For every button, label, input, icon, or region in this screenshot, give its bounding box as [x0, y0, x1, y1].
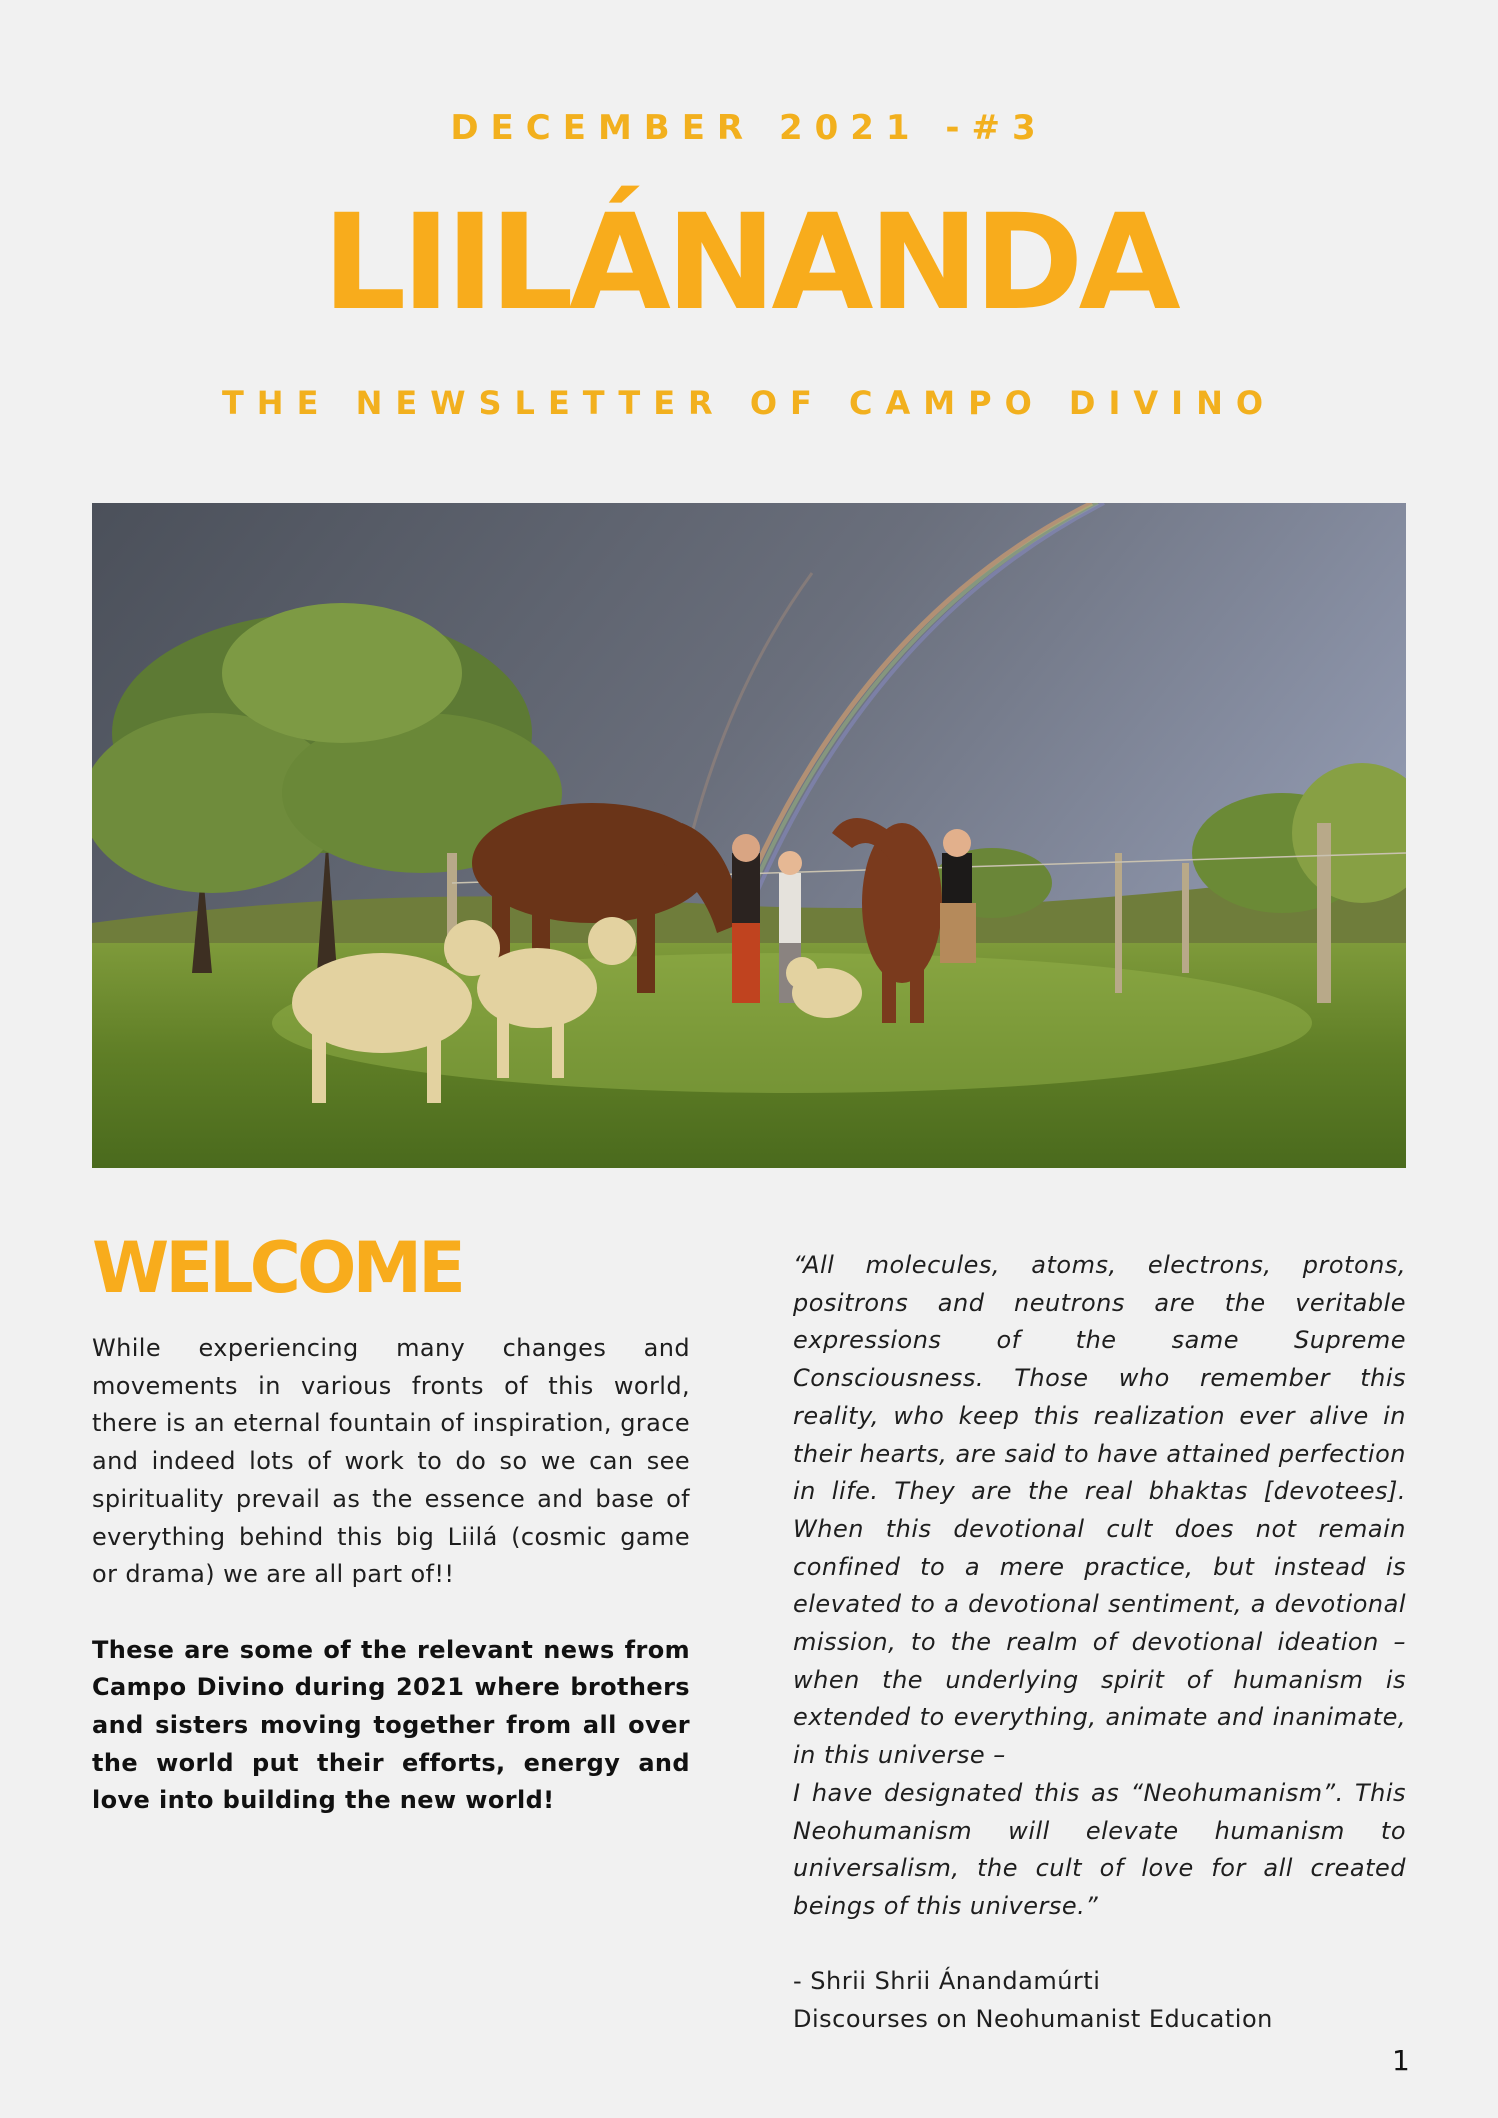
cover-photo-illustration [92, 503, 1406, 1168]
newsletter-title: LIILÁNANDA [322, 186, 1176, 340]
quote-attribution [793, 1963, 1406, 2038]
welcome-paragraph-2: These are some of the relevant news from Campo Divino during 2021 where brothers and sisters moving together from all over the world put their efforts, energy and love into building the new world! [92, 1635, 690, 1815]
welcome-paragraph-1: While experiencing many changes and movements in various fronts of this world, there is an eternal fountain of inspiration, grace and indeed lots of work to do so we can see spirituality prevail as the essence and base of everything behind this big Liilá (cosmic game or drama) we are all part of!! [92, 1334, 690, 1589]
newsletter-subtitle: THE NEWSLETTER OF CAMPO DIVINO [221, 384, 1277, 422]
welcome-heading: WELCOME [92, 1227, 462, 1309]
quote-source: Discourses on Neohumanist Education [793, 2005, 1273, 2034]
cover-photo [92, 503, 1406, 1168]
welcome-column [92, 1330, 690, 1820]
quote-part-2: I have designated this as “Neohumanism”. This Neohumanism will elevate humanism to universalism, the cult of love for all created beings of this universe.” [793, 1778, 1406, 1920]
page-number: 1 [1392, 2044, 1410, 2077]
quote-part-1: “All molecules, atoms, electrons, protons, positrons and neutrons are the veritable expressions of the same Supreme Consciousness. Those who remember this reality, who keep this realization ever alive in their hearts, are said to have attained perfection in life. They are the real bhaktas [devotees]. When this devotional cult does not remain confined to a mere practice, but instead is elevated to a devotional sentiment, a devotional mission, to the realm of devotional ideation – when the underlying spirit of humanism is extended to everything, animate and inanimate, in this universe – [793, 1251, 1406, 1770]
quote-author: - Shrii Shrii Ánandamúrti [793, 1967, 1101, 1996]
issue-date: DECEMBER 2021 -#3 [450, 108, 1048, 148]
quote-column [793, 1247, 1406, 2039]
quote-text [793, 1247, 1406, 1926]
